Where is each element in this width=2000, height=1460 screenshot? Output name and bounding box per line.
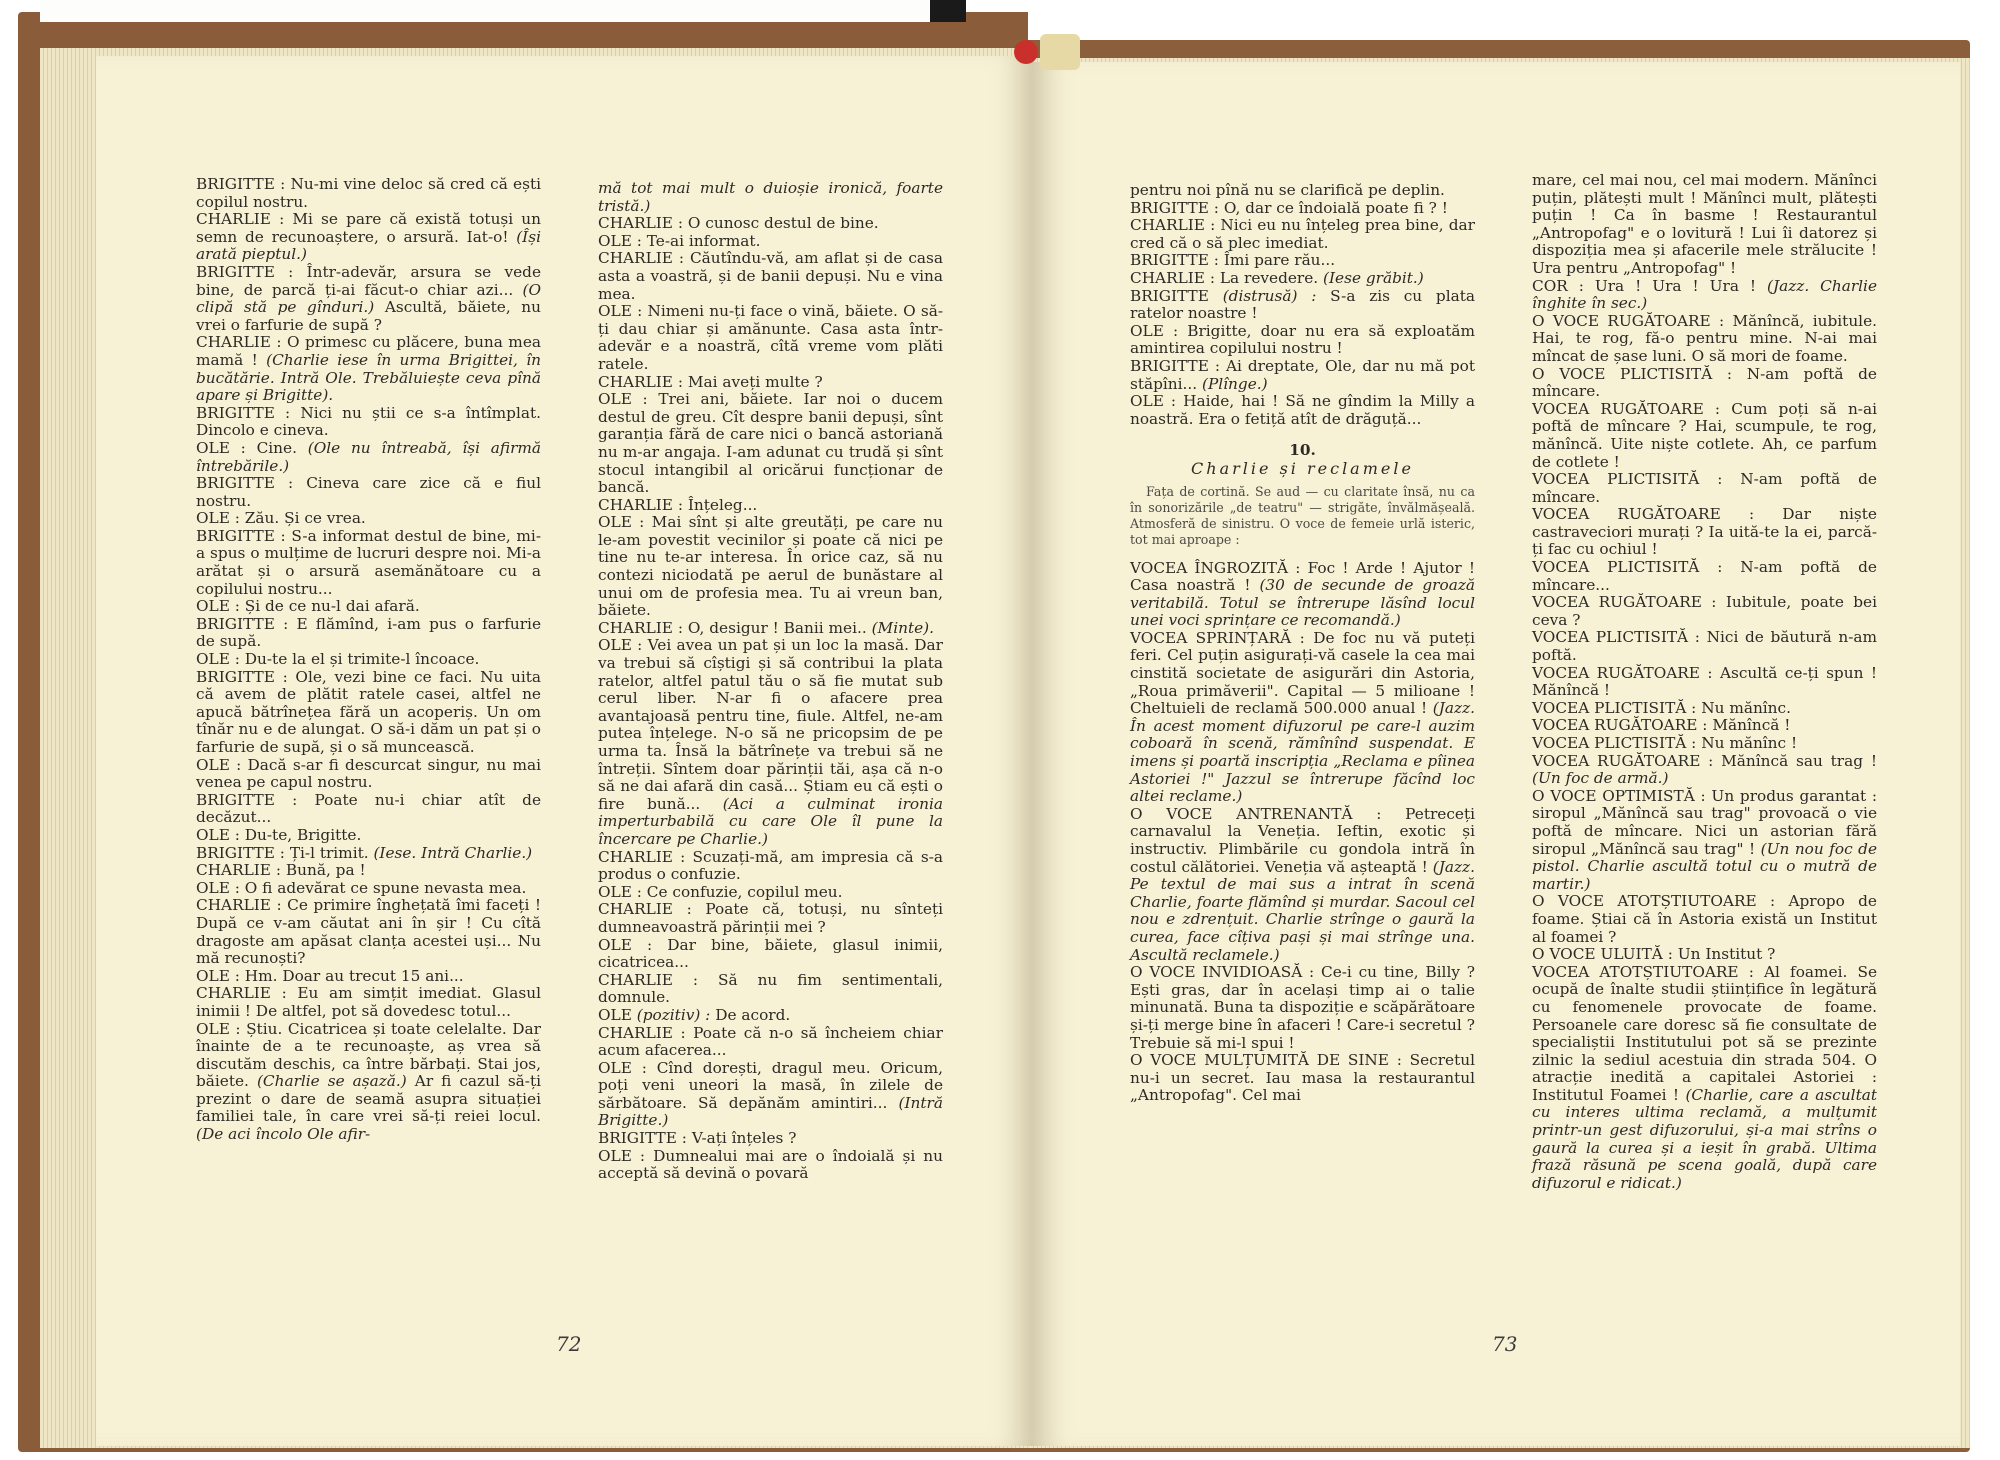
line-text: Căutîndu-vă, am aflat și de casa asta a voastră, și de banii depuși. Nu e vina mea. [598, 249, 943, 303]
dialogue-line [1130, 560, 1475, 630]
line-text: Nici nu știi ce s-a întîmplat. Dincolo e cineva. [196, 403, 541, 440]
dialogue-line [598, 1007, 943, 1025]
speaker-name: BRIGITTE : [1130, 198, 1219, 217]
dialogue-line [598, 1148, 943, 1183]
dialogue-line [1130, 270, 1475, 288]
dialogue-line [1130, 630, 1475, 806]
line-text: Poate că n-o să încheiem chiar acum afacerea... [598, 1023, 943, 1060]
speaker-name: OLE : [196, 878, 240, 897]
line-text: De foc nu vă puteți feri. Cel puțin asigurați-vă casele la cea mai cinstită societate de asigurări din Astoria, „Roua primăverii". Capital — 5 milioane ! Cheltuieli de reclamă 500.000 anual ! [1130, 628, 1475, 718]
line-text: Ai dreptate, Ole, dar nu mă pot stăpîni... [1130, 356, 1475, 393]
dialogue-line [1130, 182, 1475, 200]
line-text: Să nu fim sentimentali, domnule. [598, 970, 943, 1007]
dialogue-line [1130, 358, 1475, 393]
speaker-name: VOCEA ÎNGROZITĂ : [1130, 558, 1301, 577]
line-text: E flămînd, i-am pus o farfurie de supă. [196, 614, 541, 651]
speaker-name: CHARLIE : [598, 1023, 686, 1042]
dialogue-line [196, 985, 541, 1020]
stage-note: (Intră Brigitte.) [598, 1093, 943, 1130]
dialogue-line [196, 757, 541, 792]
line-text: Mănîncă ! [1712, 716, 1791, 735]
line-text: N-am poftă de mîncare... [1532, 558, 1877, 594]
dialogue-line [598, 303, 943, 373]
page-number: 72 [556, 1332, 582, 1356]
line-text: Înțeleg... [687, 495, 758, 514]
paper-tab [40, 0, 950, 22]
line-text: Du-te la el și trimite-l încoace. [244, 650, 480, 669]
speaker-name: OLE : [196, 438, 246, 457]
speaker-name: OLE : [598, 302, 643, 321]
line-text: Ce-i cu tine, Billy ? Ești gras, dar în același timp ai o talie minunată. Buna ta dispoziție e scăpărătoare și-ți merge bine în afaceri ! Care-i secretul ? Trebuie să mi-l spui ! [1130, 963, 1475, 1052]
line-text: Secretul nu-i un secret. Iau masa la restaurantul „Antropofag". Cel mai [1130, 1051, 1475, 1105]
stage-note: (Jazz. În acest moment difuzorul pe care-l auzim coboară în scenă, rămînînd suspendat. E imens și poartă inscripția „Reclama e pîinea Astoriei !" Jazzul se întrerupe făcînd loc altei reclame.) [1130, 699, 1475, 806]
speaker-name: OLE : [1130, 392, 1177, 411]
speaker-name: BRIGITTE : [196, 614, 289, 633]
dialogue-line [598, 884, 943, 902]
speaker-name: O VOCE INVIDIOASĂ : [1130, 963, 1315, 982]
line-text: Eu am simțit imediat. Glasul inimii ! De altfel, pot să dovedesc totul... [196, 984, 541, 1020]
right-page [1032, 62, 1960, 1446]
speaker-name: COR : [1532, 276, 1584, 295]
line-text: O cunosc destul de bine. [687, 214, 879, 233]
speaker-name: O VOCE PLICTISITĂ : [1532, 364, 1733, 383]
speaker-name: BRIGITTE : [1130, 251, 1219, 270]
dialogue-line [598, 180, 943, 215]
speaker-name: CHARLIE : [598, 372, 683, 391]
stage-note: (O clipă stă pe gînduri.) [196, 280, 541, 317]
line-text: Ce confuzie, copilul meu. [646, 882, 843, 901]
speaker-name: OLE : [598, 231, 642, 250]
dialogue-line [196, 334, 541, 404]
line-text: Nici eu nu înțeleg prea bine, dar cred că o să plec imediat. [1130, 216, 1475, 252]
speaker-name: BRIGITTE : [196, 262, 294, 281]
section-title: Charlie și reclamele [1191, 458, 1414, 478]
line-text: Ascultă, băiete, nu vrei o farfurie de supă ? [196, 298, 541, 334]
dialogue-line [598, 937, 943, 972]
speaker-name: BRIGITTE : [196, 474, 294, 493]
line-text: Cine. [256, 438, 297, 457]
dialogue-line [1532, 172, 1877, 278]
left-page [96, 56, 1032, 1446]
speaker-name: CHARLIE : [598, 970, 699, 989]
dialogue-line [598, 233, 943, 251]
line-text: Un produs garantat : siropul „Mănîncă sau trag" provoacă o vie poftă de mîncare. Nici un astorian fără siropul „Mănîncă sau trag" ! [1532, 786, 1877, 858]
line-text: Nici de băutură n-am poftă. [1532, 628, 1877, 665]
line-text: O primesc cu plăcere, buna mea mamă ! [196, 333, 541, 369]
speaker-name: CHARLIE : [196, 896, 282, 915]
dialogue-line [598, 972, 943, 1007]
stage-note: (Plînge.) [1202, 374, 1268, 393]
line-text: Scuzați-mă, am impresia că s-a produs o confuzie. [598, 847, 943, 884]
speaker-name: OLE : [1130, 321, 1179, 340]
stage-note: (Jazz. Pe textul de mai sus a intrat în scenă Charlie, foarte flămînd și murdar. Sacoul cel nou e zdrențuit. Charlie strînge o gaură la curea, face cîțiva pași și mai strînge una. Ascultă reclamele.) [1130, 857, 1475, 964]
speaker-name: BRIGITTE : [598, 1129, 687, 1148]
line-text: Dar bine, băiete, glasul inimii, cicatricea... [598, 935, 943, 972]
dialogue-line [598, 391, 943, 497]
dialogue-line [1532, 471, 1877, 506]
speaker-name: VOCEA RUGĂTOARE : [1532, 399, 1721, 418]
line-text: pentru noi pînă nu se clarifică pe deplin. [1130, 181, 1445, 199]
line-text: Cînd dorești, dragul meu. Oricum, poți veni uneori la masă, în zilele de sărbătoare. Să depănăm amintiri... [598, 1058, 943, 1112]
speaker-name: OLE : [196, 597, 240, 616]
speaker-name: VOCEA PLICTISITĂ : [1532, 734, 1697, 752]
line-text: Bună, pa ! [285, 861, 366, 880]
dialogue-line [1532, 506, 1877, 559]
speaker-name: O VOCE ANTRENANTĂ : [1130, 804, 1382, 823]
speaker-name: OLE : [196, 825, 240, 844]
dialogue-line [1532, 893, 1877, 946]
speaker-name: VOCEA RUGĂTOARE : [1532, 716, 1708, 735]
speaker-name: OLE : [196, 1019, 241, 1038]
speaker-name: VOCEA RUGĂTOARE : [1532, 751, 1714, 770]
dialogue-line [1532, 278, 1877, 313]
dialogue-line [598, 1060, 943, 1130]
speaker-name: BRIGITTE : [196, 403, 291, 422]
line-text: Ce primire înghețată îmi faceți ! După ce v-am căutat ani în șir ! Cu cîtă dragoste am apăsat clanța acestei uși... Nu mă recunoști? [196, 896, 541, 968]
left-page-column-2 [598, 180, 943, 1183]
stage-note: (Ole nu întreabă, își afirmă întrebările.) [196, 438, 542, 475]
line-text: Și de ce nu-l dai afară. [244, 597, 420, 616]
stage-note: (distrusă) : [1222, 286, 1317, 305]
dialogue-line [196, 897, 541, 967]
stage-direction: Fața de cortină. Se aud — cu claritate însă, nu ca în sonorizările „de teatru" — strigăte, învălmășeală. Atmosferă de sinistru. O voce de femeie urlă isteric, tot mai aproape : [1130, 483, 1475, 547]
dialogue-line [196, 211, 541, 264]
line-text: Nimeni nu-ți face o vină, băiete. O să-ți dau chiar și amănunte. Casa asta într-adevăr e a noastră, cîtă vreme vom plăti ratele. [598, 302, 943, 373]
line-text: O fi adevărat ce spune nevasta mea. [244, 878, 527, 897]
dialogue-line [598, 1130, 943, 1148]
speaker-name: BRIGITTE : [196, 790, 298, 809]
line-text: De acord. [715, 1005, 791, 1024]
line-text: O, dar ce îndoială poate fi ? ! [1223, 198, 1448, 217]
speaker-name: CHARLIE : [598, 618, 683, 637]
dialogue-line [598, 901, 943, 936]
right-page-column-2 [1532, 172, 1877, 1192]
dialogue-line [1532, 629, 1877, 664]
dialogue-line [196, 440, 541, 475]
line-text: Hm. Doar au trecut 15 ani... [244, 966, 464, 985]
dialogue-line [196, 827, 541, 845]
line-text: Nu-mi vine deloc să cred că ești copilul nostru. [196, 175, 541, 211]
line-text: Cineva care zice că e fiul nostru. [196, 474, 541, 510]
line-text: Mănîncă sau trag ! [1721, 751, 1877, 770]
dialogue-line [196, 845, 541, 863]
stage-note: (Iese. Intră Charlie.) [373, 843, 533, 862]
left-page-column-1 [196, 176, 541, 1144]
line-text: Mi se pare că există totuși un semn de recunoaștere, o arsură. Iat-o! [196, 210, 541, 246]
speaker-name: CHARLIE : [598, 495, 683, 514]
dialogue-line [1532, 313, 1877, 366]
speaker-name: VOCEA ATOTȘTIUTOARE : [1532, 962, 1754, 981]
line-text: Apropo de foame. Știai că în Astoria există un Institut al foamei ? [1532, 892, 1877, 946]
dialogue-line [1130, 323, 1475, 358]
speaker-name: VOCEA SPRINȚARĂ : [1130, 628, 1305, 647]
line-text: Dar niște castraveciori murați ? Ia uită-te la ei, parcă-ți fac cu ochiul ! [1532, 505, 1877, 559]
speaker-name: BRIGITTE : [1130, 356, 1221, 375]
stage-note: mă tot mai mult o duioșie ironică, foarte tristă.) [598, 179, 943, 215]
line-text: La revedere. [1219, 268, 1319, 287]
stage-note: (De aci încolo Ole afir- [196, 1125, 371, 1144]
speaker-name: OLE : [598, 636, 643, 655]
right-page-column-1 [1130, 182, 1475, 1105]
speaker-name: OLE : [598, 882, 642, 901]
line-text: Du-te, Brigitte. [244, 825, 362, 844]
speaker-name: VOCEA PLICTISITĂ : [1532, 628, 1700, 647]
dialogue-line [196, 669, 541, 757]
line-text: N-am poftă de mîncare. [1532, 470, 1877, 506]
speaker-name: CHARLIE : [598, 249, 685, 268]
dialogue-line [1130, 393, 1475, 428]
line-text: Dacă s-ar fi descurcat singur, nu mai venea pe capul nostru. [196, 755, 541, 792]
speaker-name: BRIGITTE : [196, 667, 288, 686]
dialogue-line [1532, 717, 1877, 735]
stage-note: (Aci a culminat ironia imperturbabilă cu care Ole îl pune la încercare pe Charlie.) [598, 794, 943, 848]
line-text: O, desigur ! Banii mei.. [687, 618, 867, 637]
speaker-name: OLE : [196, 509, 240, 528]
stage-note: (Charlie iese în urma Brigittei, în bucătărie. Intră Ole. Trebăluiește ceva pînă apare și Brigitte). [196, 350, 541, 405]
dialogue-line [1532, 964, 1877, 1193]
speaker-name: OLE : [196, 755, 242, 774]
speaker-name: O VOCE RUGĂTOARE : [1532, 311, 1725, 330]
dialogue-line [1532, 366, 1877, 401]
speaker-name: BRIGITTE : [196, 526, 286, 545]
dialogue-line [1130, 1052, 1475, 1105]
line-text: Cum poți să n-ai poftă de mîncare ? Hai, scumpule, te rog, mănîncă. Uite niște cotlete. Ah, ce parfum de cotlete ! [1532, 399, 1877, 471]
dialogue-line [196, 176, 541, 211]
speaker-name: VOCEA RUGĂTOARE : [1532, 505, 1755, 524]
dialogue-line [1532, 401, 1877, 471]
speaker-name: VOCEA PLICTISITĂ : [1532, 558, 1723, 577]
line-text: S-a informat destul de bine, mi-a spus o mulțime de lucruri despre noi. Mi-a arătat și o arsură asemănătoare cu a copilului nostru... [196, 526, 541, 598]
dialogue-line [1532, 946, 1877, 964]
dialogue-line [196, 1021, 541, 1144]
line-text: Ura ! Ura ! Ura ! [1594, 276, 1757, 295]
speaker-name: O VOCE OPTIMISTĂ : [1532, 786, 1706, 805]
line-text: Trei ani, băiete. Iar noi o ducem destul de greu. Cît despre banii depuși, sînt garanția fără de care nici o bancă astoriană nu m-ar angaja. I-am adunat cu trudă și sînt stocul intangibil al oricărui funcționar de bancă. [598, 390, 943, 497]
line-text: V-ați înțeles ? [691, 1129, 797, 1148]
dialogue-line [196, 475, 541, 510]
line-text: S-a zis cu plata ratelor noastre ! [1130, 286, 1475, 323]
speaker-name: OLE [598, 1005, 632, 1024]
speaker-name: CHARLIE : [598, 900, 692, 919]
dialogue-line [196, 598, 541, 616]
dialogue-line [598, 497, 943, 515]
speaker-name: OLE : [598, 1146, 646, 1165]
line-text: Zău. Și ce vrea. [244, 509, 366, 528]
dialogue-line [196, 880, 541, 898]
line-text: Vei avea un pat și un loc la masă. Dar va trebui să cîștigi și să contribui la plata ratelor, altfel patul tău o să fie mutat sub cerul liber. N-ar fi o afacere prea avantajoasă pentru tine, fiule. Altfel, ne-am putea înțelege. N-o să ne pricopsim de pe urma ta. Însă la bătrînețe va trebui să ne întreții. Sîntem doar părinții tăi, așa că n-o să ne dai afară din casă... Știam eu că ești o fire bună... [598, 636, 943, 813]
line-text: Ole, vezi bine ce faci. Nu uita că avem de plătit ratele casei, altfel ne apucă bătrînețea fără un acoperiș. Un om tînăr nu e de alungat. O să-i dăm un pat și o farfurie de supă, și o să muncească. [196, 667, 541, 756]
dialogue-line [1130, 217, 1475, 252]
stage-note: (30 de secunde de groază veritabilă. Totul se întrerupe lăsînd locul unei voci sprințare ce recomandă.) [1130, 576, 1476, 630]
speaker-name: CHARLIE : [196, 210, 285, 229]
line-text: Nu mănînc. [1701, 698, 1791, 717]
dialogue-line [598, 215, 943, 233]
line-text: mare, cel mai nou, cel mai modern. Mănînci puțin, plătești mult ! Mănînci mult, plătești puțin ! Ca în basme ! Restaurantul „Antropofag" e o lovitură ! Lui îi datorez și dispoziția mea și afacerile mele strălucite ! Ura pentru „Antropofag" ! [1532, 171, 1877, 277]
speaker-name: O VOCE ATOTȘTIUTOARE : [1532, 892, 1776, 911]
line-text: N-am poftă de mîncare. [1532, 364, 1877, 401]
dialogue-line [598, 637, 943, 848]
line-text: Mai sînt și alte greutăți, pe care nu le-am povestit vecinilor și poate că nici pe tine nu te-ar interesa. În orice caz, să nu contezi niciodată pe aerul de bunăstare al unui om de profesia mea. Tu ai vreun ban, băiete. [598, 513, 943, 620]
dialogue-line [598, 374, 943, 392]
speaker-name: VOCEA RUGĂTOARE : [1532, 663, 1713, 682]
speaker-name: CHARLIE : [1130, 216, 1216, 235]
speaker-name: OLE : [598, 390, 648, 409]
stage-note: (Jazz. Charlie înghite în sec.) [1532, 276, 1877, 313]
dialogue-line [196, 616, 541, 651]
dialogue-line [1532, 559, 1877, 594]
line-text: Un Institut ? [1677, 945, 1776, 964]
speaker-name: O VOCE ULUITĂ : [1532, 945, 1673, 964]
line-text: Al foamei. Se ocupă de înalte studii științifice în legătură cu fenomenele provocate de foame. Persoanele care doresc să fie consultate de specialiștii Institutului pot să se prezinte zilnic la sediul acestuia din strada 504. O atracție inedită a capitalei Astoriei : Institutul Foamei ! [1532, 962, 1877, 1104]
dialogue-line [598, 620, 943, 638]
speaker-name: BRIGITTE : [196, 843, 285, 862]
dialogue-line [1532, 594, 1877, 629]
speaker-name: CHARLIE : [196, 984, 287, 1003]
dialogue-line [196, 405, 541, 440]
dialogue-line [1130, 252, 1475, 270]
dialogue-line [1532, 700, 1877, 718]
page-number: 73 [1492, 1332, 1518, 1356]
speaker-name: OLE : [196, 650, 240, 669]
stage-note: (pozitiv) : [636, 1005, 711, 1024]
line-text: Poate nu-i chiar atît de decăzut... [196, 790, 541, 827]
dialogue-line [1532, 753, 1877, 788]
dialogue-line [1532, 735, 1877, 753]
dialogue-line [598, 1025, 943, 1060]
dialogue-line [1130, 200, 1475, 218]
bookmark-tassel [1040, 34, 1080, 70]
dialogue-line [1130, 806, 1475, 964]
speaker-name: OLE : [598, 935, 653, 954]
speaker-name: VOCEA PLICTISITĂ : [1532, 470, 1723, 489]
line-text: Ar fi cazul să-ți prezint o dare de seamă asupra situației familiei tale, în care vrei să-ți reiei locul. [196, 1072, 541, 1126]
speaker-name: CHARLIE : [196, 333, 282, 352]
dialogue-line [196, 968, 541, 986]
dialogue-line [1130, 288, 1475, 323]
dialogue-line [598, 250, 943, 303]
speaker-name: BRIGITTE [1130, 286, 1209, 305]
speaker-name: CHARLIE : [196, 861, 281, 880]
line-text: Te-ai informat. [646, 231, 761, 250]
line-text: Mănîncă, iubitule. Hai, te rog, fă-o pentru mine. N-ai mai mîncat de șase luni. O să mori de foame. [1532, 311, 1877, 365]
speaker-name: CHARLIE : [1130, 268, 1215, 287]
dialogue-line [196, 528, 541, 598]
dialogue-line [196, 651, 541, 669]
line-text: Îmi pare rău... [1223, 251, 1336, 270]
dialogue-line [1532, 788, 1877, 894]
line-text: Dumnealui mai are o îndoială și nu acceptă să devină o povară [598, 1146, 943, 1183]
stage-note: (Își arată pieptul.) [196, 227, 541, 264]
line-text: Știu. Cicatricea și toate celelalte. Dar înainte de a te recunoaște, aș vrea să discutăm deschis, ca între bărbați. Stai jos, băiete. [196, 1019, 541, 1091]
dialogue-line [196, 792, 541, 827]
line-text: Într-adevăr, arsura se vede bine, de parcă ți-ai făcut-o chiar azi... [196, 262, 541, 299]
stage-note: (Un foc de armă.) [1532, 769, 1669, 788]
line-text: Brigitte, doar nu era să exploatăm amintirea copilului nostru ! [1130, 321, 1475, 358]
dialogue-line [196, 862, 541, 880]
line-text: Poate că, totuși, nu sînteți dumneavoastră părinții mei ? [598, 900, 943, 936]
stage-note: (Charlie, care a ascultat cu interes ultima reclamă, a mulțumit printr-un gest difuzorului, și-a mai strîns o gaură la curea și a ieșit în grabă. Ultima frază răsună pe scena goală, după care difuzorul e ridicat.) [1532, 1085, 1877, 1192]
stage-note: (Un nou foc de pistol. Charlie ascultă totul cu o mutră de martir.) [1532, 839, 1877, 893]
dialogue-line [196, 510, 541, 528]
section-number: 10. [1289, 441, 1316, 460]
line-text: Iubitule, poate bei ceva ? [1532, 593, 1877, 629]
speaker-name: CHARLIE : [598, 214, 683, 233]
speaker-name: O VOCE MULȚUMITĂ DE SINE : [1130, 1051, 1402, 1070]
dialogue-line [1532, 665, 1877, 700]
line-text: Foc ! Arde ! Ajutor ! Casa noastră ! [1130, 558, 1475, 595]
line-text: Mai aveți multe ? [687, 372, 823, 391]
bookmark-ribbon [1014, 40, 1038, 64]
line-text: Nu mănînc ! [1701, 734, 1798, 752]
dialogue-line [598, 514, 943, 620]
stage-note: (Charlie se așază.) [256, 1072, 407, 1091]
line-text: Haide, hai ! Să ne gîndim la Milly a noastră. Era o fetiță atît de drăguță... [1130, 392, 1475, 428]
speaker-name: OLE : [598, 513, 645, 532]
line-text: Ascultă ce-ți spun ! Mănîncă ! [1532, 663, 1877, 700]
dark-tab [930, 0, 966, 22]
stage-note: (Minte). [871, 618, 934, 637]
line-text: Petreceți carnavalul la Veneția. Ieftin, exotic și instructiv. Plimbările cu gondola intră în costul călătoriei. Veneția vă așteaptă ! [1130, 804, 1475, 876]
speaker-name: OLE : [598, 1058, 647, 1077]
speaker-name: VOCEA RUGĂTOARE : [1532, 593, 1717, 612]
speaker-name: BRIGITTE : [196, 175, 286, 193]
speaker-name: OLE : [196, 966, 240, 985]
line-text: Ți-l trimit. [289, 843, 369, 862]
dialogue-line [598, 849, 943, 884]
speaker-name: VOCEA PLICTISITĂ : [1532, 698, 1697, 717]
stage-note: (Iese grăbit.) [1323, 268, 1424, 287]
dialogue-line [1130, 964, 1475, 1052]
dialogue-line [196, 264, 541, 334]
speaker-name: CHARLIE : [598, 847, 686, 866]
